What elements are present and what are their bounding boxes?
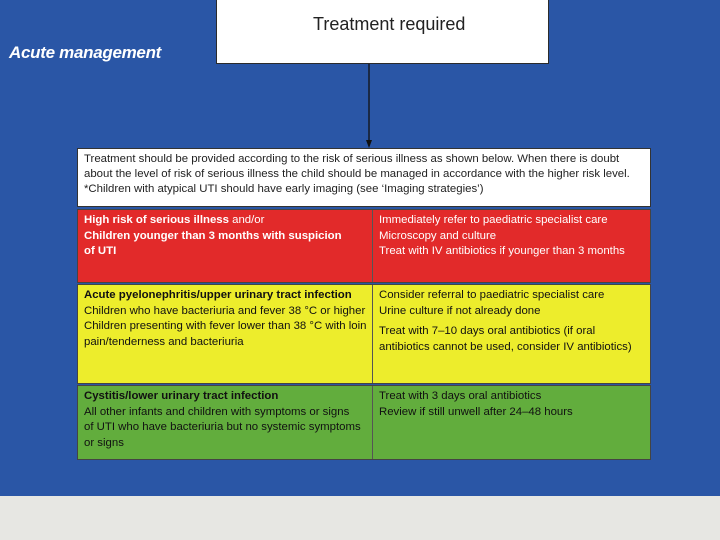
high-risk-criteria-line	[84, 213, 368, 229]
upper-uti-heading: Acute pyelonephritis/upper urinary tract infection	[84, 289, 352, 301]
high-risk-criteria-line: of UTI	[84, 245, 117, 257]
high-risk-heading-suffix: and/or	[228, 214, 265, 226]
upper-uti-criteria-cell	[78, 285, 373, 383]
lower-uti-action-line: Review if still unwell after 24–48 hours	[379, 405, 573, 418]
high-risk-action-line: Treat with IV antibiotics if younger than 3 months	[379, 245, 625, 257]
lower-uti-row	[77, 385, 651, 460]
upper-uti-action-line: Consider referral to paediatric specialist care	[379, 289, 605, 301]
lower-uti-criteria-cell	[78, 386, 373, 459]
high-risk-criteria-cell	[78, 210, 373, 282]
lower-uti-criteria-line: of UTI who have bacteriuria but no systemic symptoms	[84, 421, 361, 433]
treatment-required-box	[216, 0, 549, 64]
lower-uti-action-line: Treat with 3 days oral antibiotics	[379, 390, 542, 402]
upper-uti-action-line: antibiotics cannot be used, consider IV antibiotics)	[379, 340, 632, 353]
lower-uti-heading: Cystitis/lower urinary tract infection	[84, 390, 279, 402]
upper-uti-criteria-line: Children who have bacteriuria and fever 38 °C or higher	[84, 304, 366, 317]
upper-uti-criteria-line: pain/tenderness and bacteriuria	[84, 335, 244, 348]
high-risk-heading: High risk of serious illness	[84, 214, 229, 226]
footer-band	[0, 496, 720, 540]
high-risk-action-cell	[373, 210, 650, 282]
high-risk-row	[77, 209, 651, 283]
intro-text-box	[77, 148, 651, 207]
high-risk-action-line: Microscopy and culture	[379, 229, 497, 242]
slide-title: Acute management	[9, 43, 162, 62]
down-arrow-connector	[366, 64, 372, 148]
lower-uti-criteria-line: All other infants and children with symptoms or signs	[84, 405, 350, 418]
intro-text: Treatment should be provided according to the risk of serious illness as shown below. When there is doubt about the level of risk of serious illness the child should be managed in accordance with the higher risk level. *Children with atypical UTI should have early imaging (see ‘Imaging strategies’)	[84, 153, 630, 195]
treatment-required-label: Treatment required	[313, 14, 466, 34]
lower-uti-criteria-line: or signs	[84, 436, 124, 449]
upper-uti-action-line: Treat with 7–10 days oral antibiotics (if oral	[379, 325, 596, 337]
upper-uti-action-line: Urine culture if not already done	[379, 304, 541, 317]
high-risk-criteria-line: Children younger than 3 months with suspicion	[84, 229, 342, 242]
lower-uti-action-cell	[373, 386, 650, 459]
high-risk-action-line: Immediately refer to paediatric specialist care	[379, 214, 608, 226]
upper-uti-criteria-line: Children presenting with fever lower than 38 °C with loin	[84, 320, 367, 332]
upper-uti-action-cell	[373, 285, 650, 383]
upper-uti-row	[77, 284, 651, 384]
